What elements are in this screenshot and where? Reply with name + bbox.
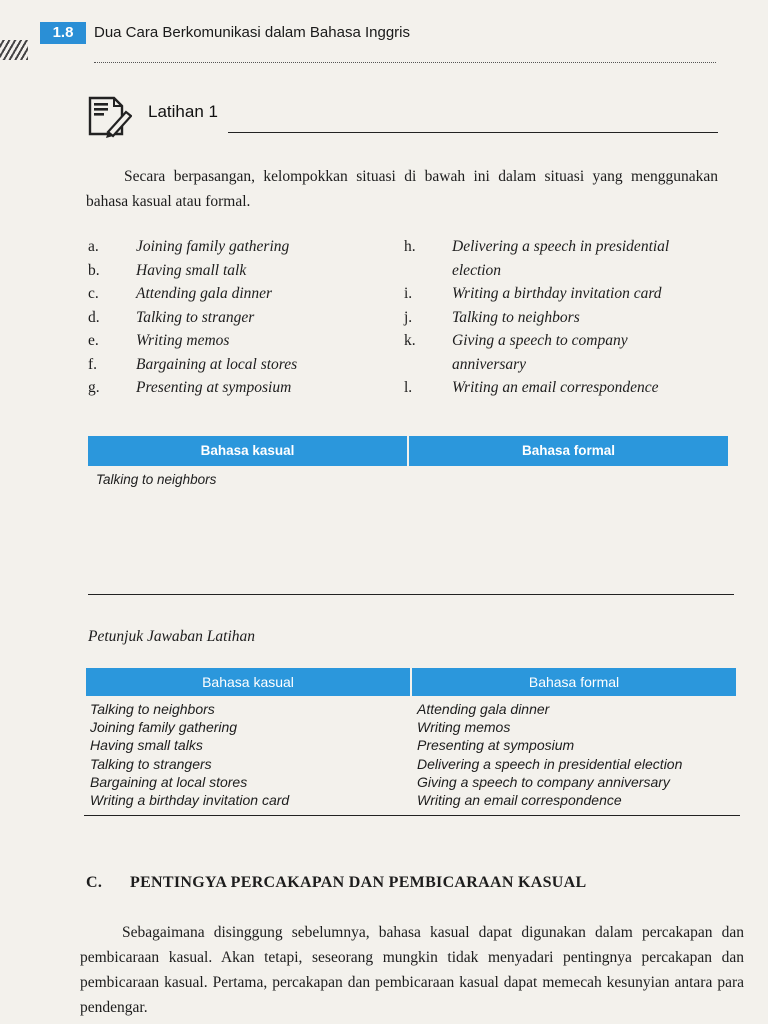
list-item [88, 353, 388, 377]
list-item [404, 329, 724, 353]
list-item [88, 282, 388, 306]
list-item-letter: i. [404, 285, 413, 302]
answer-table [86, 668, 736, 809]
answer-cell: Having small talks [90, 737, 203, 754]
list-item [404, 282, 724, 306]
section-letter: C. [86, 874, 103, 891]
header-dotted-rule [94, 62, 716, 63]
answer-header-formal: Bahasa formal [410, 668, 736, 696]
list-item-letter: l. [404, 379, 413, 396]
list-item-text: Writing an email correspondence [452, 379, 659, 396]
situation-list-left [88, 235, 388, 400]
list-item-text: Delivering a speech in presidential [452, 238, 670, 255]
list-item-text: Bargaining at local stores [136, 355, 298, 373]
list-item-text: Attending gala dinner [136, 285, 273, 302]
list-item-letter: d. [88, 308, 100, 326]
list-item-letter: g. [88, 379, 100, 396]
list-item-text: Writing memos [136, 332, 230, 349]
list-item [88, 235, 388, 259]
list-item [404, 306, 724, 330]
answer-cell: Writing a birthday invitation card [90, 792, 290, 809]
section-heading [86, 874, 586, 892]
grouping-table [88, 436, 728, 493]
list-item-text: Talking to stranger [136, 308, 255, 326]
answer-cell: Writing an email correspondence [417, 792, 622, 809]
list-item-text: Writing a birthday invitation card [452, 285, 662, 302]
list-item-text: Giving a speech to company [452, 332, 628, 349]
chapter-title: Dua Cara Berkomunikasi dalam Bahasa Inggris [94, 24, 410, 41]
table-header-formal: Bahasa formal [407, 436, 728, 466]
answer-cell: Giving a speech to company anniversary [417, 773, 670, 790]
list-item-letter: h. [404, 238, 416, 255]
answer-table-bottom-rule [84, 815, 740, 816]
list-item [404, 235, 724, 259]
header-stripes [0, 40, 28, 60]
answer-cell: Presenting at symposium [417, 737, 575, 754]
answer-cell: Talking to neighbors [90, 701, 215, 717]
list-item [88, 376, 388, 400]
answer-heading: Petunjuk Jawaban Latihan [88, 628, 256, 645]
answer-cell: Bargaining at local stores [90, 773, 248, 790]
list-item [88, 259, 388, 283]
exercise-instruction: Secara berpasangan, kelompokkan situasi di bawah ini dalam situasi yang menggunakan bahasa kasual atau formal. [86, 168, 718, 210]
section-number-badge: 1.8 [40, 22, 86, 44]
list-item-text: Presenting at symposium [136, 379, 292, 396]
list-item-text: election [452, 261, 502, 279]
list-item-letter: k. [404, 332, 416, 349]
list-item-text: anniversary [452, 355, 527, 373]
list-item-text: Talking to neighbors [452, 308, 580, 326]
list-item [88, 306, 388, 330]
answer-cell: Joining family gathering [90, 719, 238, 736]
answer-header-casual: Bahasa kasual [86, 668, 410, 696]
list-item [404, 376, 724, 400]
answer-cell: Attending gala dinner [417, 701, 550, 717]
section-title: PENTINGYA PERCAKAPAN DAN PEMBICARAAN KASUAL [130, 874, 587, 891]
exercise-title-rule [228, 132, 718, 133]
table-header-casual: Bahasa kasual [88, 436, 407, 466]
list-item-text: Joining family gathering [136, 238, 290, 255]
document-pencil-icon [88, 94, 132, 138]
answer-column-casual [86, 700, 409, 809]
list-item [404, 259, 724, 283]
table-example-cell: Talking to neighbors [96, 472, 217, 487]
answer-column-formal [409, 700, 736, 809]
list-item [88, 329, 388, 353]
answer-cell: Delivering a speech in presidential election [417, 755, 683, 772]
list-item [404, 353, 724, 377]
list-item-letter: c. [88, 285, 99, 302]
list-item-letter: b. [88, 261, 100, 279]
body-paragraph: Sebagaimana disinggung sebelumnya, bahasa kasual dapat digunakan dalam percakapan dan pembicaraan kasual. Akan tetapi, seseorang mungkin tidak menyadari pentingnya percakapan dan pembicaraan kasual. Pertama, percakapan dan pembicaraan kasual dapat memecah kesunyian antara para pendengar. [80, 924, 744, 1016]
answer-cell: Talking to strangers [90, 755, 212, 772]
list-item-letter: f. [88, 355, 98, 373]
list-item-letter: a. [88, 238, 99, 255]
answer-cell: Writing memos [417, 719, 511, 736]
exercise-title: Latihan 1 [148, 102, 218, 121]
list-item-letter: e. [88, 332, 99, 349]
table-bottom-rule [88, 594, 734, 595]
situation-list-right [404, 235, 724, 400]
list-item-letter: j. [404, 308, 413, 326]
list-item-text: Having small talk [136, 261, 247, 279]
